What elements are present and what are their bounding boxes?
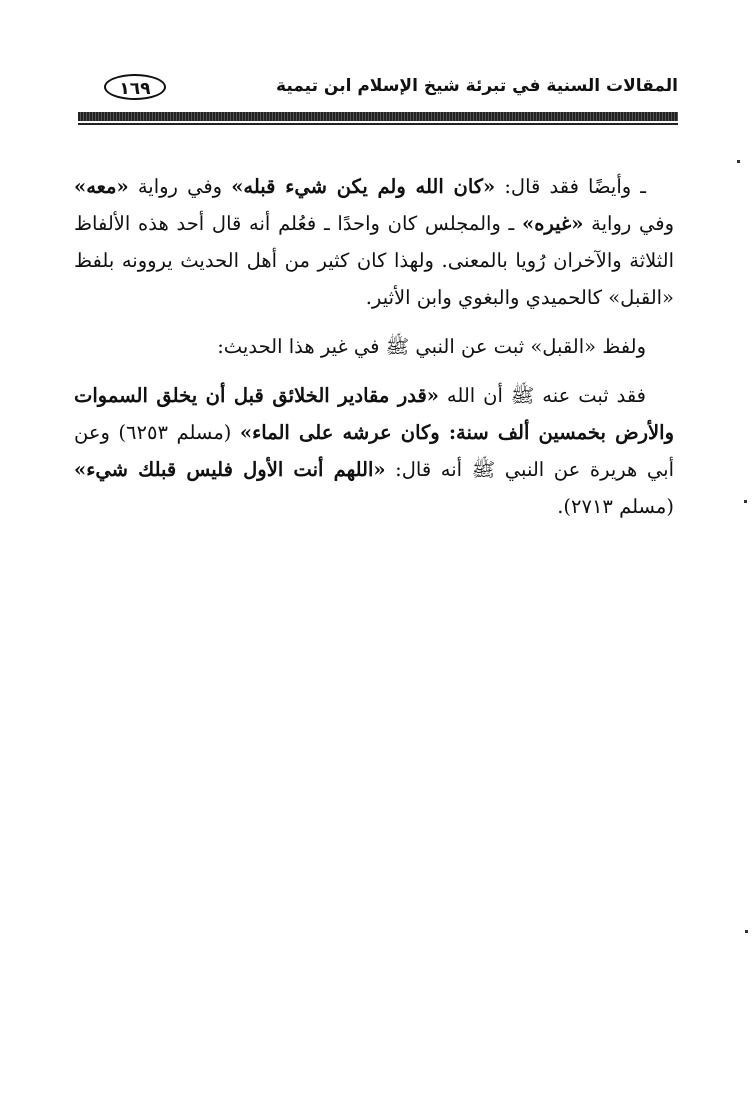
p1-quote-1: «كان الله ولم يكن شيء قبله» bbox=[231, 175, 496, 198]
scan-mark bbox=[737, 160, 740, 163]
p3-quote-1: «قدر مقادير الخلائق قبل أن يخلق السموات والأرض بخمسين ألف سنة: وكان عرشه على الماء» bbox=[74, 384, 675, 444]
p1-quote-2: «معه» bbox=[74, 175, 129, 198]
paragraph-2 bbox=[74, 328, 674, 365]
header-rule-thick bbox=[78, 112, 678, 121]
p1-text-1: ـ وأيضًا فقد قال: bbox=[495, 175, 646, 198]
page-number: ١٦٩ bbox=[104, 74, 166, 100]
paragraph-1 bbox=[74, 168, 674, 316]
p3-text-1: فقد ثبت عنه ﷺ أن الله bbox=[439, 384, 646, 407]
p2-text-1: ولفظ «القبل» ثبت عن النبي ﷺ في غير هذا الحديث: bbox=[217, 335, 646, 358]
running-title: المقالات السنية في تبرئة شيخ الإسلام ابن تيمية bbox=[276, 76, 678, 96]
p1-text-2: وفي رواية bbox=[128, 175, 232, 198]
scan-mark bbox=[745, 930, 748, 933]
p3-text-2: (مسلم ٦٢٥٣) وعن أبي هريرة عن النبي ﷺ أنه قال: bbox=[74, 421, 674, 481]
paragraph-3 bbox=[74, 377, 674, 525]
p1-text-4: ـ والمجلس كان واحدًا ـ فعُلم أنه قال أحد هذه الألفاظ الثلاثة والآخران رُويا بالمعنى. ولهذا كان كثير من أهل الحديث يروونه بلفظ «القبل» كالحميدي والبغوي وابن الأثير. bbox=[74, 212, 674, 309]
p1-quote-3: «غيره» bbox=[522, 212, 584, 235]
p3-text-3: (مسلم ٢٧١٣). bbox=[557, 495, 674, 518]
scan-mark bbox=[744, 500, 747, 503]
p1-text-3: وفي رواية bbox=[583, 212, 674, 235]
page-header bbox=[78, 68, 678, 108]
header-rule-thin bbox=[78, 123, 678, 125]
page-body bbox=[74, 168, 674, 525]
p3-quote-2: «اللهم أنت الأول فليس قبلك شيء» bbox=[74, 458, 386, 481]
